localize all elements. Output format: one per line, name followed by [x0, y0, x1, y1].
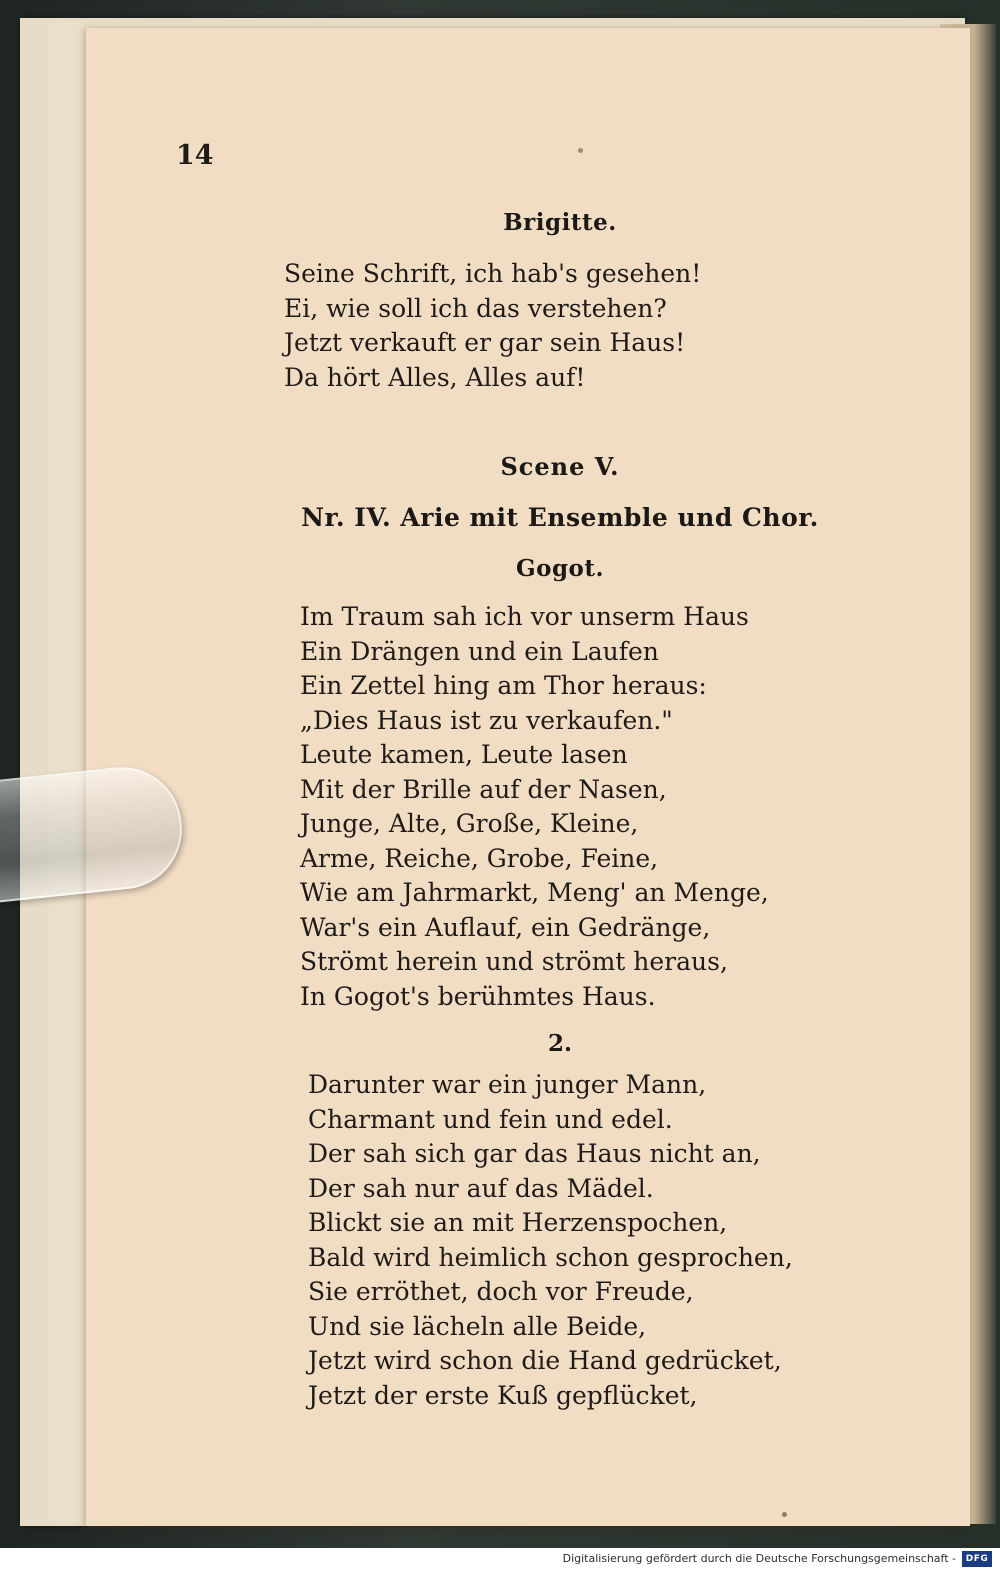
- verse-line: Arme, Reiche, Grobe, Feine,: [300, 843, 659, 873]
- verse-line: „Dies Haus ist zu verkaufen.": [300, 705, 673, 735]
- page-speck: [578, 148, 583, 153]
- speaker-name-brigitte: Brigitte.: [503, 209, 617, 236]
- verse-line: Darunter war ein junger Mann,: [308, 1070, 707, 1099]
- verse-line: Blickt sie an mit Herzenspochen,: [308, 1208, 728, 1237]
- verse-line: Bald wird heimlich schon gesprochen,: [308, 1242, 793, 1272]
- verse-line: Der sah nur auf das Mädel.: [308, 1173, 654, 1203]
- funding-credit: Digitalisierung gefördert durch die Deutsche Forschungsgemeinschaft -: [562, 1552, 956, 1565]
- verse-line: Mit der Brille auf der Nasen,: [300, 774, 667, 804]
- verse-block-gogot-1: [300, 600, 769, 1014]
- stanza-number: 2.: [547, 1030, 572, 1057]
- verse-line: Da hört Alles, Alles auf!: [284, 362, 586, 392]
- page-speck: [782, 1512, 787, 1517]
- verse-line: Jetzt verkauft er gar sein Haus!: [284, 328, 686, 357]
- verse-block-brigitte: [284, 257, 701, 395]
- verse-line: War's ein Auflauf, ein Gedränge,: [300, 912, 711, 942]
- verse-line: Charmant und fein und edel.: [308, 1104, 673, 1134]
- scene-heading: Scene V.: [500, 452, 620, 481]
- verse-line: Junge, Alte, Große, Kleine,: [300, 809, 639, 838]
- verse-line: Seine Schrift, ich hab's gesehen!: [284, 259, 702, 288]
- verse-block-gogot-2: [308, 1068, 793, 1413]
- speaker-name-gogot: Gogot.: [515, 555, 605, 582]
- verse-line: Und sie lächeln alle Beide,: [308, 1311, 647, 1341]
- digitization-footer: [0, 1548, 1000, 1572]
- verse-line: Der sah sich gar das Haus nicht an,: [308, 1139, 761, 1168]
- verse-line: Jetzt der erste Kuß gepflücket,: [308, 1380, 698, 1410]
- verse-line: Sie erröthet, doch vor Freude,: [308, 1277, 694, 1306]
- dfg-logo-icon: DFG: [962, 1551, 992, 1567]
- verse-line: Ein Zettel hing am Thor heraus:: [300, 671, 707, 700]
- verse-line: Jetzt wird schon die Hand gedrücket,: [308, 1346, 782, 1375]
- verse-line: Ein Drängen und ein Laufen: [300, 636, 659, 666]
- verse-line: Wie am Jahrmarkt, Meng' an Menge,: [300, 878, 769, 907]
- verse-line: Strömt herein und strömt heraus,: [300, 947, 728, 976]
- page-number: 14: [176, 140, 214, 171]
- number-title: Nr. IV. Arie mit Ensemble und Chor.: [301, 503, 819, 532]
- verse-line: Ei, wie soll ich das verstehen?: [284, 293, 667, 323]
- verse-line: In Gogot's berühmtes Haus.: [300, 981, 656, 1011]
- verse-line: Im Traum sah ich vor unserm Haus: [300, 602, 749, 631]
- verse-line: Leute kamen, Leute lasen: [300, 740, 628, 769]
